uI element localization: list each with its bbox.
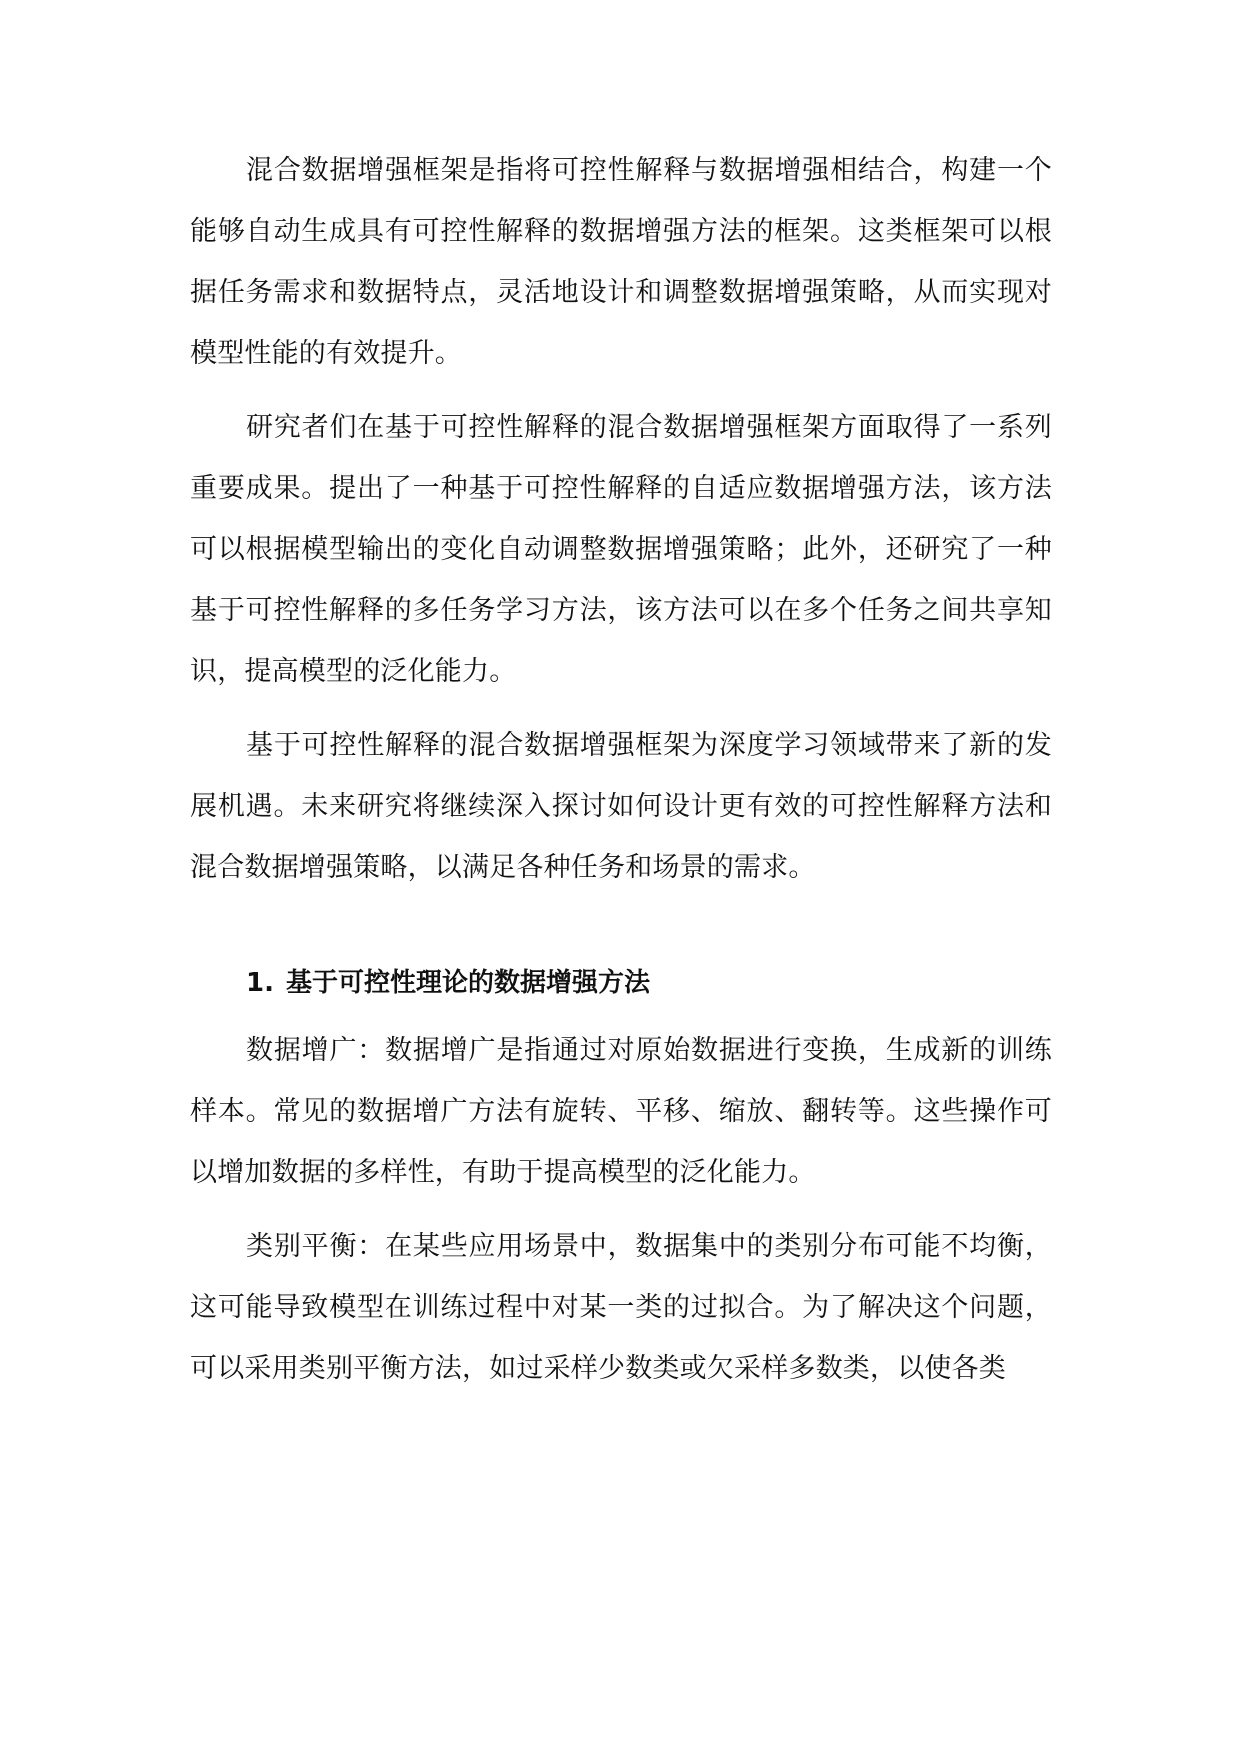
body-paragraph: 类别平衡：在某些应用场景中，数据集中的类别分布可能不均衡，这可能导致模型在训练过程中对某一类的过拟合。为了解决这个问题，可以采用类别平衡方法，如过采样少数类或欠采样多数类，以使各类 [190,1231,1052,1384]
body-paragraph: 研究者们在基于可控性解释的混合数据增强框架方面取得了一系列重要成果。提出了一种基于可控性解释的自适应数据增强方法，该方法可以根据模型输出的变化自动调整数据增强策略；此外，还研究了一种基于可控性解释的多任务学习方法，该方法可以在多个任务之间共享知识，提高模型的泛化能力。 [190,412,1052,687]
body-paragraph: 数据增广：数据增广是指通过对原始数据进行变换，生成新的训练样本。常见的数据增广方法有旋转、平移、缩放、翻转等。这些操作可以增加数据的多样性，有助于提高模型的泛化能力。 [190,1035,1052,1188]
section-title: 基于可控性理论的数据增强方法 [285,968,650,998]
body-paragraph: 基于可控性解释的混合数据增强框架为深度学习领域带来了新的发展机遇。未来研究将继续深入探讨如何设计更有效的可控性解释方法和混合数据增强策略，以满足各种任务和场景的需求。 [190,730,1052,883]
section-number: 1. [246,968,274,998]
section-heading [190,960,1052,1006]
document-page [190,140,1052,1399]
body-paragraph: 混合数据增强框架是指将可控性解释与数据增强相结合，构建一个能够自动生成具有可控性解释的数据增强方法的框架。这类框架可以根据任务需求和数据特点，灵活地设计和调整数据增强策略，从而实现对模型性能的有效提升。 [190,155,1052,369]
